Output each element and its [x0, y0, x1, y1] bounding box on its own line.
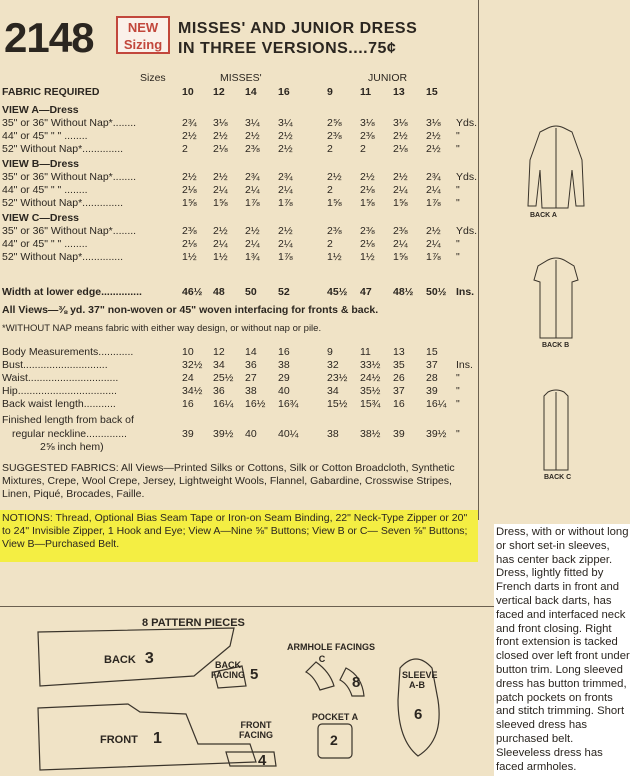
back-facing-num: 5 — [250, 666, 259, 683]
fabric-row-cell: 1⅞ — [426, 197, 441, 209]
fabric-row-unit: Yds. — [456, 225, 478, 237]
fabric-row-cell: 2¾ — [278, 171, 293, 183]
finished-length-row-cell: 39 — [393, 428, 405, 440]
fabric-row-cell: 2⅜ — [182, 225, 197, 237]
measure-row-cell: 25½ — [213, 372, 234, 384]
fabric-required-row-cell: 11 — [360, 86, 372, 98]
fabric-row-cell: 2⅜ — [393, 225, 408, 237]
fabric-row-cell: 2¼ — [245, 184, 260, 196]
measure-row-cell: 16½ — [245, 398, 266, 410]
fabric-row-cell: 2½ — [278, 225, 293, 237]
finished-length-row-cell: 38½ — [360, 428, 381, 440]
measure-row-cell: 26 — [393, 372, 405, 384]
suggested-fabrics: SUGGESTED FABRICS: All Views—Printed Silks or Cottons, Silk or Cotton Broadcloth, Synthetic Mixtures, Crepe, Wool Crepe, Jersey, Lightweight Wools, Flannel, Gabardine, Crosswise Stripes, Linen, Piqué, Brocades, Faille. — [2, 462, 455, 500]
back-num: 3 — [144, 650, 154, 667]
fabric-row-cell: 2⅛ — [393, 143, 408, 155]
fabric-row-cell: 3⅛ — [213, 117, 228, 129]
body-measurements-header-cell: 11 — [360, 346, 371, 358]
width-row-cell: 50 — [245, 286, 257, 298]
fabric-row-label: 35" or 36" Without Nap*........ — [2, 171, 137, 183]
fabric-row-cell: 2¼ — [393, 238, 408, 250]
fabric-row-cell: 2⅛ — [360, 184, 375, 196]
armhole-facings-label: ARMHOLE FACINGS — [286, 642, 375, 652]
finished-length-row-cell: 39 — [182, 428, 194, 440]
front-facing-piece — [226, 752, 276, 766]
armhole-letter: C — [318, 654, 326, 664]
fabric-row-cell: 2 — [327, 143, 333, 155]
fabric-row-cell: 2⅜ — [327, 130, 342, 142]
body-measurements-header-cell: 15 — [426, 346, 438, 358]
fabric-row-cell: 2⅜ — [245, 143, 260, 155]
back-b-dress-drawing — [534, 258, 578, 338]
finished-length-row-cell: 38 — [327, 428, 339, 440]
width-row-cell: 48 — [213, 286, 225, 298]
measure-row-unit: Ins. — [456, 359, 473, 371]
fabric-row-cell: 2⅛ — [182, 184, 197, 196]
pattern-pieces-title: 8 PATTERN PIECES — [142, 617, 245, 629]
measure-row-cell: 36 — [213, 385, 225, 397]
fabric-row-cell: 2⅝ — [327, 117, 342, 129]
all-views-note: All Views—⅜ yd. 37" non-woven or 45" woven interfacing for fronts & back. — [2, 304, 379, 316]
measure-row-cell: 28 — [426, 372, 438, 384]
badge-line-1: NEW — [127, 20, 159, 35]
fabric-row-cell: 1⅞ — [426, 251, 441, 263]
front-facing-num: 4 — [258, 752, 267, 769]
measure-row-cell: 33½ — [360, 359, 381, 371]
fabric-row-label: 35" or 36" Without Nap*........ — [2, 225, 137, 237]
junior-label: JUNIOR — [368, 72, 408, 84]
fabric-row-cell: 2⅛ — [360, 238, 375, 250]
sleeve-text-1: SLEEVE — [402, 670, 438, 680]
measure-row-cell: 32½ — [182, 359, 203, 371]
fabric-row-cell: 2¼ — [393, 184, 408, 196]
width-row-cell: 48½ — [393, 286, 414, 298]
fabric-row-unit: " — [456, 184, 460, 196]
fabric-row-unit: " — [456, 130, 460, 142]
fabric-row-cell: 2½ — [327, 171, 342, 183]
body-measurements-header-cell: 13 — [393, 346, 405, 358]
fabric-row-cell: 2¾ — [426, 171, 441, 183]
fabric-row-cell: 3¼ — [245, 117, 260, 129]
width-row-cell: 47 — [360, 286, 372, 298]
front-text: FRONT — [100, 734, 138, 746]
fabric-row-cell: 2¼ — [426, 184, 441, 196]
body-measurements-header-cell: 9 — [327, 346, 333, 358]
back-piece-label — [104, 650, 154, 668]
front-piece-label — [100, 730, 162, 748]
fabric-row-cell: 2¼ — [278, 184, 293, 196]
measure-row-cell: 29 — [278, 372, 290, 384]
fabric-row-cell: 2½ — [213, 171, 228, 183]
fabric-row-cell: 2¼ — [278, 238, 293, 250]
fabric-row-cell: 2½ — [393, 171, 408, 183]
fabric-row-cell: 1⅝ — [360, 197, 375, 209]
finished-length-row-unit: " — [456, 428, 460, 440]
fabric-row-cell: 1⅝ — [213, 197, 228, 209]
measure-row-cell: 32 — [327, 359, 339, 371]
finished-length-row-cell: 39½ — [426, 428, 447, 440]
measure-row-unit: " — [456, 372, 460, 384]
measure-row-cell: 40 — [278, 385, 290, 397]
view-title-label: VIEW B—Dress — [2, 158, 80, 170]
measure-row-cell: 37 — [393, 385, 405, 397]
width-row-cell: 46½ — [182, 286, 203, 298]
measure-row-unit: " — [456, 385, 460, 397]
measure-row-cell: 38 — [278, 359, 290, 371]
fabric-row-cell: 2 — [327, 238, 333, 250]
armhole-c-piece — [306, 662, 334, 690]
fabric-row-unit: " — [456, 251, 460, 263]
measure-row-cell: 39 — [426, 385, 438, 397]
sleeve-label — [402, 670, 438, 690]
back-b-label: BACK B — [542, 342, 570, 349]
fabric-row-label: 52" Without Nap*.............. — [2, 251, 124, 263]
fabric-row-cell: 2½ — [245, 130, 260, 142]
fabric-row-cell: 2½ — [278, 143, 293, 155]
fabric-row-cell: 1½ — [360, 251, 375, 263]
finished-length-row-cell: 39½ — [213, 428, 234, 440]
fabric-row-cell: 3⅛ — [360, 117, 375, 129]
measure-row-cell: 34½ — [182, 385, 203, 397]
measure-row-cell: 35 — [393, 359, 405, 371]
fabric-row-cell: 1½ — [213, 251, 228, 263]
back-a-label: BACK A — [530, 212, 557, 219]
fabric-row-cell: 1⅝ — [393, 251, 408, 263]
fabric-row-cell: 2¼ — [426, 238, 441, 250]
fabric-row-cell: 2¾ — [182, 117, 197, 129]
fabric-row-cell: 2⅛ — [213, 143, 228, 155]
measure-row-cell: 23½ — [327, 372, 348, 384]
fabric-row-label: 44" or 45" " " ........ — [2, 238, 88, 250]
fabric-row-cell: 3¼ — [278, 117, 293, 129]
fabric-row-cell: 2 — [182, 143, 188, 155]
back-facing-text-2: FACING — [210, 670, 245, 680]
without-nap-note: *WITHOUT NAP means fabric with either way design, or without nap or pile. — [2, 323, 322, 334]
back-a-dress-drawing — [528, 126, 584, 208]
fabric-row-cell: 2½ — [182, 130, 197, 142]
width-row-unit: Ins. — [456, 286, 475, 298]
measure-row-cell: 34 — [327, 385, 339, 397]
fabric-row-cell: 1⅞ — [278, 197, 293, 209]
fabric-row-cell: 2½ — [426, 225, 441, 237]
fabric-row-cell: 1¾ — [245, 251, 260, 263]
measure-row-label: Hip.................................. — [2, 385, 117, 397]
fabric-row-cell: 2⅜ — [327, 225, 342, 237]
fabric-row-cell: 2¼ — [213, 238, 228, 250]
front-num: 1 — [152, 730, 162, 747]
fabric-row-unit: Yds. — [456, 117, 478, 129]
fabric-row-cell: 2⅜ — [360, 130, 375, 142]
measure-row-cell: 27 — [245, 372, 257, 384]
width-row-cell: 52 — [278, 286, 290, 298]
measure-row-cell: 35½ — [360, 385, 381, 397]
fabric-row-cell: 2½ — [213, 130, 228, 142]
fabric-required-row-cell: 9 — [327, 86, 333, 98]
fabric-row-unit: " — [456, 197, 460, 209]
fabric-row-cell: 2⅛ — [182, 238, 197, 250]
finished-length-row-label: regular neckline.............. — [12, 428, 127, 440]
fabric-row-cell: 2 — [360, 143, 366, 155]
title-line-1: MISSES' AND JUNIOR DRESS — [178, 20, 418, 37]
finished-length-row-cell: 40¼ — [278, 428, 299, 440]
fabric-row-cell: 3⅛ — [426, 117, 441, 129]
measure-row-unit: " — [456, 398, 460, 410]
measure-row-cell: 16 — [393, 398, 405, 410]
width-row-label: Width at lower edge.............. — [2, 286, 142, 298]
fabric-row-unit: " — [456, 143, 460, 155]
badge-line-2: Sizing — [123, 37, 163, 52]
fabric-required-row-cell: 13 — [393, 86, 405, 98]
fabric-row-cell: 2 — [327, 184, 333, 196]
view-title-label: VIEW A—Dress — [2, 104, 79, 116]
armhole-num: 8 — [352, 674, 361, 691]
body-measurements-header-cell: 12 — [213, 346, 225, 358]
sleeve-num: 6 — [414, 706, 423, 723]
measure-row-cell: 36 — [245, 359, 257, 371]
fabric-row-cell: 2½ — [360, 171, 375, 183]
front-facing-text-2: FACING — [238, 730, 273, 740]
fabric-row-unit: " — [456, 238, 460, 250]
fabric-row-label: 52" Without Nap*.............. — [2, 143, 124, 155]
back-text: BACK — [104, 654, 136, 666]
fabric-row-label: 35" or 36" Without Nap*........ — [2, 117, 137, 129]
title-line-2: IN THREE VERSIONS....75¢ — [178, 40, 397, 57]
fabric-row-unit: Yds. — [456, 171, 478, 183]
fabric-required-row-cell: 12 — [213, 86, 225, 98]
fabric-row-cell: 2¼ — [213, 184, 228, 196]
measure-row-cell: 37 — [426, 359, 438, 371]
body-measurements-header-cell: 10 — [182, 346, 194, 358]
fabric-row-cell: 2½ — [182, 171, 197, 183]
measure-row-cell: 38 — [245, 385, 257, 397]
sizes-label: Sizes — [140, 72, 166, 84]
fabric-row-cell: 1½ — [327, 251, 342, 263]
fabric-row-cell: 2½ — [278, 130, 293, 142]
fabric-row-cell: 1⅝ — [393, 197, 408, 209]
fabric-required-row-cell: 16 — [278, 86, 290, 98]
width-row-cell: 50½ — [426, 286, 447, 298]
fabric-required-row-cell: 15 — [426, 86, 438, 98]
fabric-required-row-cell: 14 — [245, 86, 257, 98]
measure-row-cell: 16¼ — [213, 398, 234, 410]
fabric-row-cell: 2¼ — [245, 238, 260, 250]
pocket-num: 2 — [330, 732, 338, 748]
back-facing-label — [208, 660, 248, 680]
notions-text: NOTIONS: Thread, Optional Bias Seam Tape or Iron-on Seam Binding, 22" Neck-Type Zipper or 20" to 24" Invisible Zipper, 1 Hook and Eye; View A—Nine ⅝" Buttons; View B or C— Seven ⅝" Buttons; View B—Purchased Belt. — [2, 512, 468, 550]
fabric-row-label: 44" or 45" " " ........ — [2, 184, 88, 196]
fabric-row-cell: 3⅛ — [393, 117, 408, 129]
back-c-label: BACK C — [544, 474, 572, 481]
measure-row-cell: 16 — [182, 398, 194, 410]
measure-row-label: Back waist length........... — [2, 398, 116, 410]
fabric-row-cell: 2½ — [213, 225, 228, 237]
fabric-row-label: 52" Without Nap*.............. — [2, 197, 124, 209]
body-measurements-header-cell: 16 — [278, 346, 290, 358]
measure-row-label: Waist............................... — [2, 372, 119, 384]
pattern-number: 2148 — [4, 14, 94, 61]
measure-row-cell: 16¾ — [278, 398, 299, 410]
measure-row-cell: 24 — [182, 372, 194, 384]
sleeve-text-2: A-B — [409, 680, 425, 690]
measure-row-cell: 34 — [213, 359, 225, 371]
fabric-row-cell: 1⅝ — [327, 197, 342, 209]
fabric-row-cell: 2½ — [426, 130, 441, 142]
fabric-row-cell: 2½ — [245, 225, 260, 237]
hem-row-label: 2⅝ inch hem) — [40, 441, 104, 453]
fabric-row-cell: 2¾ — [245, 171, 260, 183]
pocket-label: POCKET A — [311, 712, 359, 722]
measure-row-cell: 16¼ — [426, 398, 447, 410]
body-measurements-header-cell: 14 — [245, 346, 257, 358]
fabric-row-cell: 2½ — [393, 130, 408, 142]
fabric-row-cell: 1⅞ — [278, 251, 293, 263]
view-title-label: VIEW C—Dress — [2, 212, 80, 224]
width-row-cell: 45½ — [327, 286, 348, 298]
back-facing-text-1: BACK — [215, 660, 241, 670]
body-measurements-header-label: Body Measurements............ — [2, 346, 134, 358]
fabric-row-label: 44" or 45" " " ........ — [2, 130, 88, 142]
measure-row-cell: 15¾ — [360, 398, 381, 410]
measure-row-cell: 24½ — [360, 372, 381, 384]
fabric-row-cell: 1½ — [182, 251, 197, 263]
front-facing-label — [236, 720, 276, 740]
measure-row-label: Bust............................. — [2, 359, 108, 371]
measure-row-cell: 15½ — [327, 398, 348, 410]
fabric-row-cell: 2⅜ — [360, 225, 375, 237]
fabric-required-row-label: FABRIC REQUIRED — [2, 86, 100, 98]
description-text: Dress, with or without long or short set-in sleeves, has center back zipper. Dress, lightly fitted by French darts in front and vertical back darts, has faced and interfaced neck and front closing. Right front extension is tacked closed over left front under button trim. Long sleeved dress has button trimmed, patch pockets on fronts and stitch trimming. Short sleeved dress has purchased belt. Sleeveless dress has faced armholes. — [494, 524, 630, 776]
fabric-row-cell: 2½ — [426, 143, 441, 155]
pattern-piece-shapes — [38, 628, 439, 770]
back-c-dress-drawing — [544, 390, 568, 470]
front-facing-text-1: FRONT — [240, 720, 272, 730]
fabric-row-cell: 1⅞ — [245, 197, 260, 209]
finished-label-row-label: Finished length from back of — [2, 414, 134, 426]
finished-length-row-cell: 40 — [245, 428, 257, 440]
misses-label: MISSES' — [220, 72, 262, 84]
fabric-row-cell: 1⅝ — [182, 197, 197, 209]
fabric-required-row-cell: 10 — [182, 86, 194, 98]
